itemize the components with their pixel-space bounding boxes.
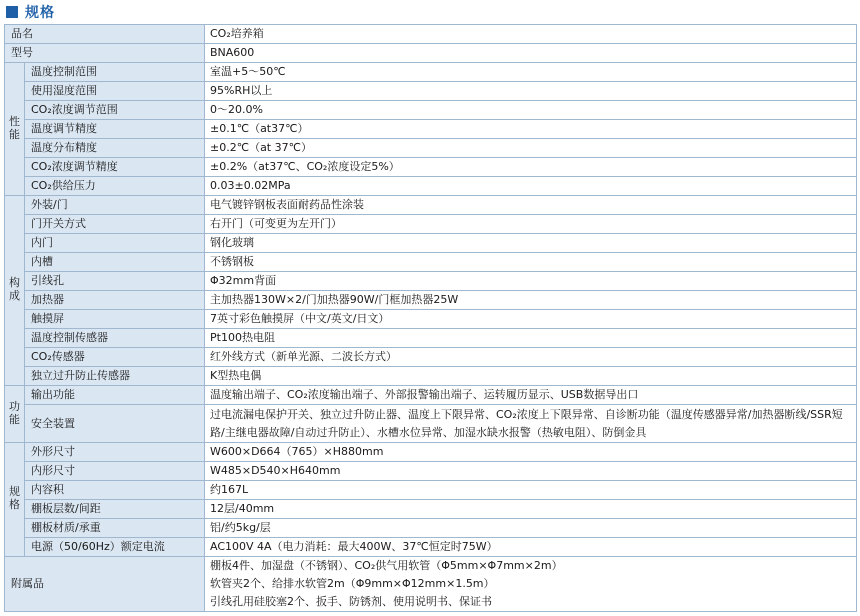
spec-table	[4, 24, 857, 612]
spec-label: CO₂供给压力	[25, 177, 205, 196]
row-construction-0	[5, 196, 857, 215]
spec-value: 95%RH以上	[205, 82, 857, 101]
row-performance-2	[5, 101, 857, 120]
spec-label: 触摸屏	[25, 310, 205, 329]
spec-value: 约167L	[205, 481, 857, 500]
accessories-label: 附属品	[5, 557, 205, 612]
spec-value: ±0.1℃（at37℃）	[205, 120, 857, 139]
spec-value: 钢化玻璃	[205, 234, 857, 253]
spec-value: 红外线方式（新单光源、二波长方式）	[205, 348, 857, 367]
spec-value: 0～20.0%	[205, 101, 857, 120]
spec-value: K型热电偶	[205, 367, 857, 386]
spec-label: 温度调节精度	[25, 120, 205, 139]
group-label-performance	[5, 63, 25, 196]
row-construction-8	[5, 348, 857, 367]
spec-label: 内容积	[25, 481, 205, 500]
row-performance-3	[5, 120, 857, 139]
row-construction-2	[5, 234, 857, 253]
group-name: 规格	[9, 485, 20, 511]
row-spec-3	[5, 500, 857, 519]
row-spec-5	[5, 538, 857, 557]
accessory-line: 棚板4件、加湿盘（不锈钢）、CO₂供气用软管（Φ5mm×Φ7mm×2m）	[210, 559, 563, 572]
spec-label: 棚板层数/间距	[25, 500, 205, 519]
spec-label: 温度控制范围	[25, 63, 205, 82]
spec-value: 不锈钢板	[205, 253, 857, 272]
group-label-spec	[5, 443, 25, 557]
spec-label: 温度控制传感器	[25, 329, 205, 348]
row-construction-4	[5, 272, 857, 291]
row-spec-1	[5, 462, 857, 481]
product-name-label: 品名	[5, 25, 205, 44]
group-name: 功能	[9, 399, 20, 426]
row-spec-0	[5, 443, 857, 462]
group-label-function	[5, 386, 25, 443]
group-name: 性能	[9, 114, 20, 141]
row-construction-1	[5, 215, 857, 234]
row-construction-7	[5, 329, 857, 348]
spec-value: AC100V 4A（电力消耗：最大400W、37℃恒定时75W）	[205, 538, 857, 557]
spec-value: 12层/40mm	[205, 500, 857, 519]
row-spec-2	[5, 481, 857, 500]
spec-value: ±0.2%（at37℃、CO₂浓度设定5%）	[205, 158, 857, 177]
row-function-0	[5, 386, 857, 405]
accessory-line: 引线孔用硅胶塞2个、扳手、防锈剂、使用说明书、保证书	[210, 595, 492, 608]
section-heading	[6, 2, 55, 22]
spec-value: Φ32mm背面	[205, 272, 857, 291]
row-construction-3	[5, 253, 857, 272]
spec-label: CO₂浓度调节精度	[25, 158, 205, 177]
spec-label: 内槽	[25, 253, 205, 272]
spec-value: ±0.2℃（at 37℃）	[205, 139, 857, 158]
spec-label: 门开关方式	[25, 215, 205, 234]
spec-value: 电气镀锌钢板表面耐药品性涂装	[205, 196, 857, 215]
spec-label: 内门	[25, 234, 205, 253]
spec-value: 右开门（可变更为左开门）	[205, 215, 857, 234]
spec-value: 室温+5～50℃	[205, 63, 857, 82]
spec-label: 引线孔	[25, 272, 205, 291]
row-construction-5	[5, 291, 857, 310]
spec-label: 独立过升防止传感器	[25, 367, 205, 386]
spec-label: CO₂传感器	[25, 348, 205, 367]
spec-value: Pt100热电阻	[205, 329, 857, 348]
row-model	[5, 44, 857, 63]
row-accessories	[5, 557, 857, 612]
spec-value: 7英寸彩色触摸屏（中文/英文/日文）	[205, 310, 857, 329]
spec-label: 安全装置	[25, 405, 205, 443]
row-performance-5	[5, 158, 857, 177]
spec-value: 铝/约5kg/层	[205, 519, 857, 538]
spec-label: 输出功能	[25, 386, 205, 405]
accessories-value	[205, 557, 857, 612]
row-construction-9	[5, 367, 857, 386]
spec-value: W600×D664（765）×H880mm	[205, 443, 857, 462]
product-name-value: CO₂培养箱	[205, 25, 857, 44]
spec-value: 温度输出端子、CO₂浓度输出端子、外部报警输出端子、运转履历显示、USB数据导出口	[205, 386, 857, 405]
model-label: 型号	[5, 44, 205, 63]
spec-label: 内形尺寸	[25, 462, 205, 481]
accessory-line: 软管夹2个、给排水软管2m（Φ9mm×Φ12mm×1.5m）	[210, 577, 495, 590]
spec-value: 过电流漏电保护开关、独立过升防止器、温度上下限异常、CO₂浓度上下限异常、自诊断功能（温度传感器异常/加热器断线/SSR短路/主继电器故障/自动过升防止）、水槽水位异常、加湿水缺水报警（热敏电阻）、防倒金具	[205, 405, 857, 443]
section-title: 规格	[25, 5, 55, 21]
spec-label: 电源（50/60Hz）额定电流	[25, 538, 205, 557]
row-spec-4	[5, 519, 857, 538]
spec-label: 外形尺寸	[25, 443, 205, 462]
spec-value: W485×D540×H640mm	[205, 462, 857, 481]
spec-label: 使用湿度范围	[25, 82, 205, 101]
model-value: BNA600	[205, 44, 857, 63]
row-performance-0	[5, 63, 857, 82]
row-function-1	[5, 405, 857, 443]
row-performance-1	[5, 82, 857, 101]
group-name: 构成	[9, 276, 20, 302]
row-performance-4	[5, 139, 857, 158]
spec-label: 温度分布精度	[25, 139, 205, 158]
spec-label: CO₂浓度调节范围	[25, 101, 205, 120]
spec-label: 棚板材质/承重	[25, 519, 205, 538]
spec-label: 加热器	[25, 291, 205, 310]
heading-square-icon	[6, 6, 18, 18]
row-construction-6	[5, 310, 857, 329]
row-performance-6	[5, 177, 857, 196]
row-product-name	[5, 25, 857, 44]
spec-label: 外装/门	[25, 196, 205, 215]
spec-value: 0.03±0.02MPa	[205, 177, 857, 196]
spec-value: 主加热器130W×2/门加热器90W/门框加热器25W	[205, 291, 857, 310]
group-label-construction	[5, 196, 25, 386]
